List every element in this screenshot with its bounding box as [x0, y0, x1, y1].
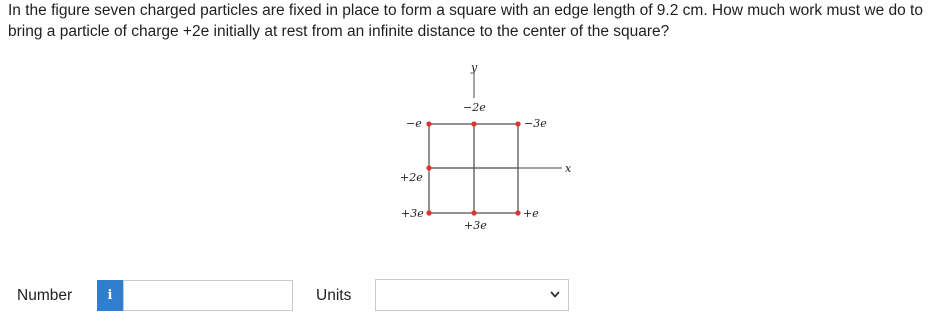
particle-top-left — [426, 121, 431, 126]
charge-label-bottom-middle: +3e — [464, 219, 487, 232]
y-axis-label: y — [471, 61, 478, 74]
charge-label-top-middle: −2e — [463, 101, 486, 114]
particle-top-right — [515, 121, 520, 126]
units-select[interactable] — [375, 279, 569, 311]
charge-label-left-middle: +2e — [400, 171, 423, 184]
question-text: In the figure seven charged particles are fixed in place to form a square with an edge length of 9.2 cm. How much work must we do to bring a particle of charge +2e initially at rest from an infinite distance to the center of the square? — [8, 2, 923, 40]
charge-label-bottom-right: +e — [523, 207, 539, 220]
number-input[interactable] — [123, 280, 293, 311]
particle-left-middle — [426, 165, 431, 170]
chevron-down-icon — [550, 289, 560, 301]
particle-bottom-right — [515, 210, 520, 215]
charge-label-top-left: −e — [406, 117, 422, 130]
particle-bottom-middle — [471, 210, 476, 215]
particle-top-middle — [471, 121, 476, 126]
charge-label-bottom-left: +3e — [401, 207, 424, 220]
charge-label-top-right: −3e — [524, 117, 547, 130]
particle-bottom-left — [426, 210, 431, 215]
info-icon: i — [107, 288, 113, 303]
number-label: Number — [17, 287, 73, 304]
units-label: Units — [316, 287, 352, 304]
info-button[interactable] — [97, 280, 123, 311]
x-axis-label: x — [565, 162, 572, 175]
